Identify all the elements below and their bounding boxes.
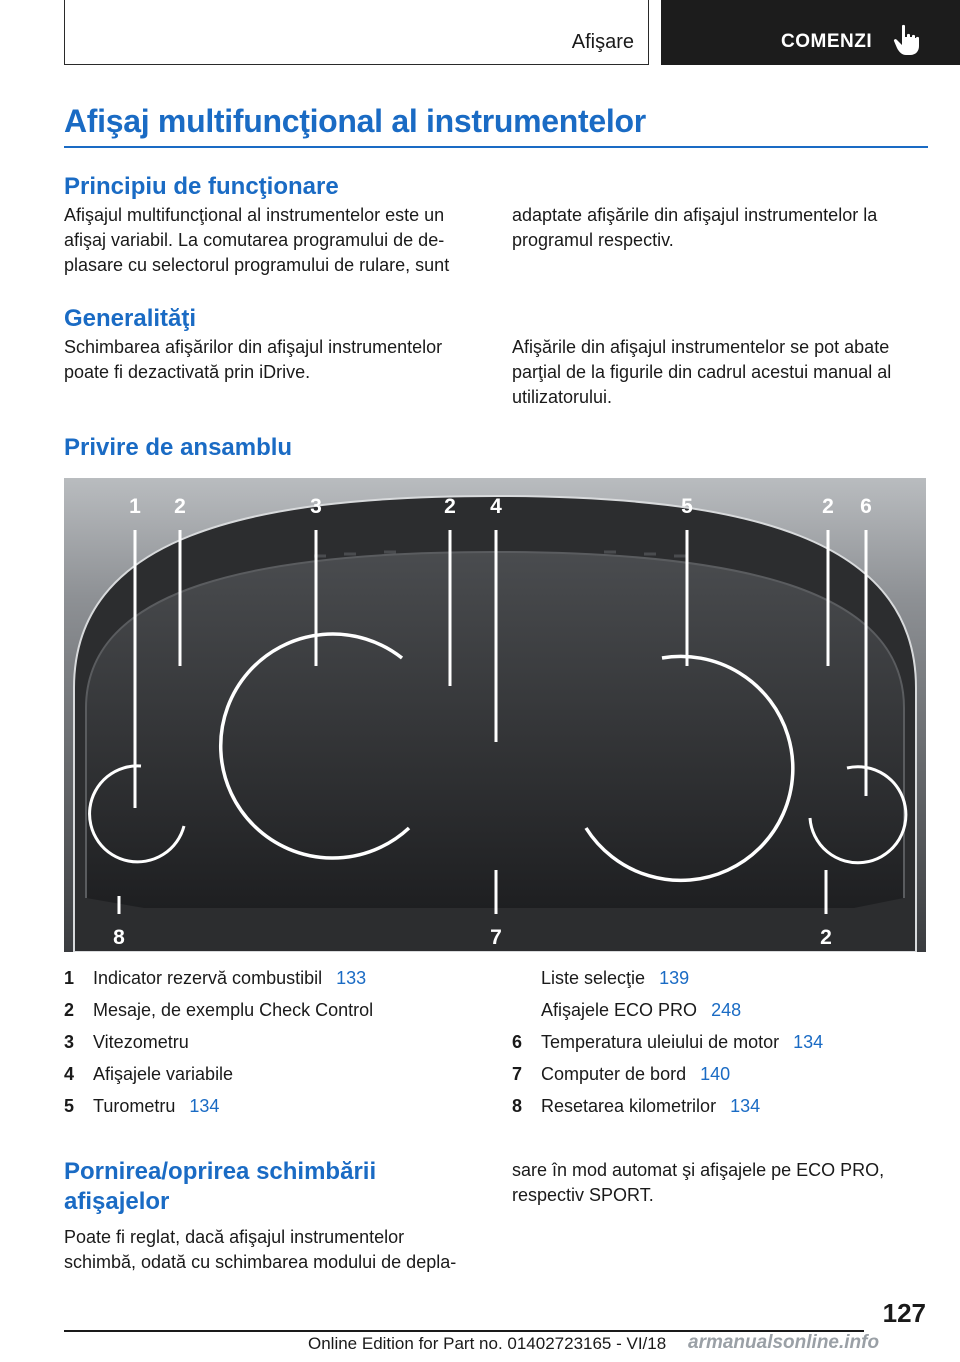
- text-line: utilizatorului.: [512, 387, 613, 407]
- legend-text: Temperatura uleiului de motor: [541, 1032, 780, 1052]
- principiu-col1: [64, 203, 449, 278]
- pointing-hand-icon: [893, 24, 921, 56]
- legend-text: Afişajele ECO PRO: [541, 1000, 698, 1020]
- callout-2d: 2: [820, 926, 832, 949]
- legend-number: 2: [64, 1000, 75, 1020]
- legend-number: 6: [512, 1032, 523, 1052]
- legend-number: 7: [512, 1064, 523, 1084]
- callout-3: 3: [310, 495, 322, 518]
- legend-item: [541, 998, 741, 1022]
- chapter-label: COMENZI: [781, 31, 873, 52]
- legend-text: Computer de bord: [541, 1064, 687, 1084]
- text-line: Afişajul multifuncţional al instrumentelor este un: [64, 205, 445, 225]
- legend-number: 4: [64, 1064, 75, 1084]
- page-title: Afişaj multifuncţional al instrumentelor: [64, 103, 646, 139]
- heading-line: afişajelor: [64, 1188, 170, 1215]
- callout-5: 5: [681, 495, 693, 518]
- legend-text: Vitezometru: [93, 1032, 189, 1052]
- legend-text: Afişajele variabile: [93, 1064, 234, 1084]
- page-number: 127: [882, 1298, 926, 1328]
- legend-item: [64, 966, 367, 990]
- pornirea-col1: [64, 1225, 456, 1275]
- legend-item: [512, 1094, 761, 1118]
- text-line: parţial de la figurile din cadrul acestui manual al: [512, 362, 892, 382]
- legend-item: [64, 1094, 220, 1118]
- legend-text: Liste selecţie: [541, 968, 646, 988]
- legend-text: Mesaje, de exemplu Check Control: [93, 1000, 374, 1020]
- legend-item: [512, 1062, 731, 1086]
- heading-pornirea: [64, 1157, 376, 1217]
- text-line: poate fi dezactivată prin iDrive.: [64, 362, 311, 382]
- text-line: adaptate afişările din afişajul instrumentelor la: [512, 205, 878, 225]
- text-line: sare în mod automat şi afişajele pe ECO PRO,: [512, 1160, 885, 1180]
- generalitati-col2: [512, 335, 891, 410]
- legend-number: 5: [64, 1096, 75, 1116]
- page-ref-link[interactable]: 248: [711, 1000, 742, 1020]
- legend-text: Resetarea kilometrilor: [541, 1096, 717, 1116]
- page-ref-link[interactable]: 133: [336, 968, 367, 988]
- legend-number: 3: [64, 1032, 75, 1052]
- legend-text: Indicator rezervă combustibil: [93, 968, 323, 988]
- text-line: schimbă, odată cu schimbarea modului de depla-: [64, 1252, 457, 1272]
- watermark: armanualsonline.info: [688, 1332, 880, 1353]
- pornirea-col2: [512, 1158, 884, 1208]
- legend-number: 1: [64, 968, 75, 988]
- page-ref-link[interactable]: 134: [189, 1096, 220, 1116]
- text-line: afişaj variabil. La comutarea programului de de-: [64, 230, 445, 250]
- legend-item: [541, 966, 689, 990]
- text-line: programul respectiv.: [512, 230, 674, 250]
- callout-1: 1: [129, 495, 141, 518]
- section-tab: [64, 0, 649, 65]
- title-underline: [64, 146, 928, 148]
- callout-2a: 2: [174, 495, 186, 518]
- callout-4: 4: [490, 495, 502, 518]
- legend-number: 8: [512, 1096, 523, 1116]
- section-label: Afişare: [571, 31, 634, 53]
- callout-6: 6: [860, 495, 872, 518]
- text-line: Poate fi reglat, dacă afişajul instrumentelor: [64, 1227, 405, 1247]
- heading-line: Pornirea/oprirea schimbării: [64, 1158, 377, 1185]
- text-line: respectiv SPORT.: [512, 1185, 654, 1205]
- generalitati-col1: [64, 335, 442, 385]
- page-ref-link[interactable]: 134: [793, 1032, 824, 1052]
- legend-item: [64, 1062, 234, 1086]
- text-line: plasare cu selectorul programului de rulare, sunt: [64, 255, 450, 275]
- heading-generalitati: Generalităţi: [64, 305, 197, 332]
- legend-item: [64, 1030, 189, 1054]
- text-line: Schimbarea afişărilor din afişajul instrumentelor: [64, 337, 443, 357]
- heading-privire: Privire de ansamblu: [64, 434, 293, 461]
- instrument-cluster-diagram: [64, 478, 926, 952]
- edition-text: Online Edition for Part no. 01402723165 - VI/18: [308, 1334, 667, 1353]
- legend-item: [64, 998, 374, 1022]
- text-line: Afişările din afişajul instrumentelor se pot abate: [512, 337, 890, 357]
- principiu-col2: [512, 203, 877, 253]
- callout-2c: 2: [822, 495, 834, 518]
- legend-text: Turometru: [93, 1096, 176, 1116]
- page-ref-link[interactable]: 139: [659, 968, 690, 988]
- callout-2b: 2: [444, 495, 456, 518]
- page-ref-link[interactable]: 134: [730, 1096, 761, 1116]
- heading-principiu: Principiu de funcţionare: [64, 173, 339, 200]
- callout-7: 7: [490, 926, 502, 949]
- callout-8: 8: [113, 926, 125, 949]
- page-ref-link[interactable]: 140: [700, 1064, 731, 1084]
- legend-item: [512, 1030, 824, 1054]
